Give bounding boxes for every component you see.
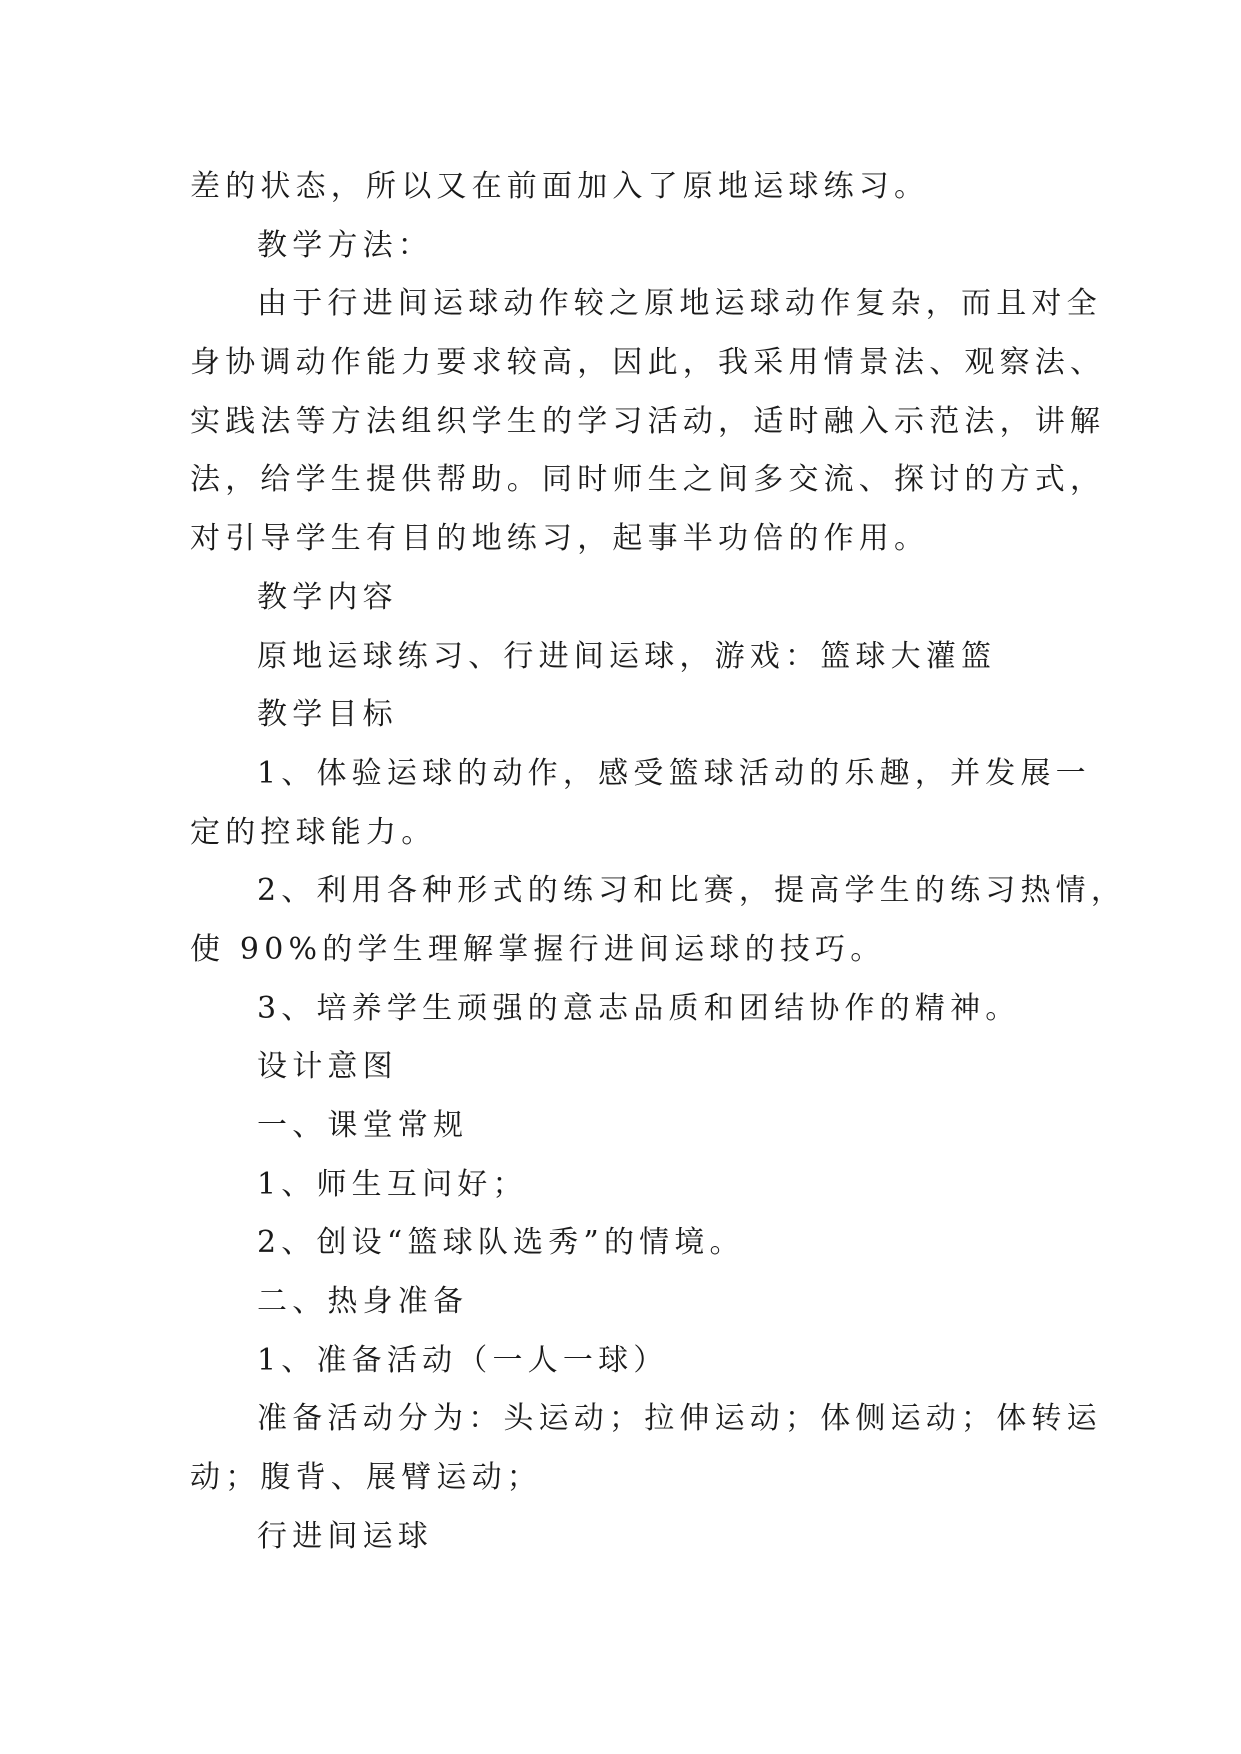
list-item-line: 1、体验运球的动作，感受篮球活动的乐趣，并发展一 (257, 755, 1091, 791)
paragraph-line: 身协调动作能力要求较高，因此，我采用情景法、观察法、 (190, 345, 1106, 381)
list-item-line: 定的控球能力。 (190, 814, 437, 850)
text-line: 差的状态，所以又在前面加入了原地运球练习。 (190, 169, 930, 204)
list-item-line: 1、师生互问好； (257, 1166, 528, 1202)
paragraph-line: 原地运球练习、行进间运球，游戏：篮球大灌篮 (257, 638, 997, 674)
list-item-line: 3、培养学生顽强的意志品质和团结协作的精神。 (257, 990, 1021, 1026)
document-body (190, 158, 1127, 1567)
section-heading-teaching-method: 教学方法： (257, 227, 433, 263)
paragraph-line: 法，给学生提供帮助。同时师生之间多交流、探讨的方式， (190, 462, 1106, 498)
paragraph-line: 由于行进间运球动作较之原地运球动作复杂，而且对全 (257, 286, 1102, 322)
list-item-line: 2、利用各种形式的练习和比赛，提高学生的练习热情， (257, 873, 1127, 909)
paragraph-line: 行进间运球 (257, 1518, 433, 1554)
section-heading-design-intent: 设计意图 (257, 1049, 398, 1085)
subsection-heading: 二、热身准备 (257, 1284, 469, 1320)
section-heading-teaching-goals: 教学目标 (257, 697, 398, 733)
paragraph-line: 实践法等方法组织学生的学习活动，适时融入示范法，讲解 (190, 403, 1106, 439)
list-item-line: 2、创设“篮球队选秀”的情境。 (257, 1225, 745, 1261)
paragraph-line: 动；腹背、展臂运动； (190, 1460, 542, 1496)
list-item-line: 使 90%的学生理解掌握行进间运球的技巧。 (190, 931, 886, 967)
section-heading-teaching-content: 教学内容 (257, 579, 398, 615)
paragraph-line: 对引导学生有目的地练习，起事半功倍的作用。 (190, 521, 930, 557)
list-item-line: 1、准备活动（一人一球） (257, 1342, 669, 1378)
paragraph-line: 准备活动分为：头运动；拉伸运动；体侧运动；体转运 (257, 1401, 1102, 1437)
subsection-heading: 一、课堂常规 (257, 1108, 469, 1143)
